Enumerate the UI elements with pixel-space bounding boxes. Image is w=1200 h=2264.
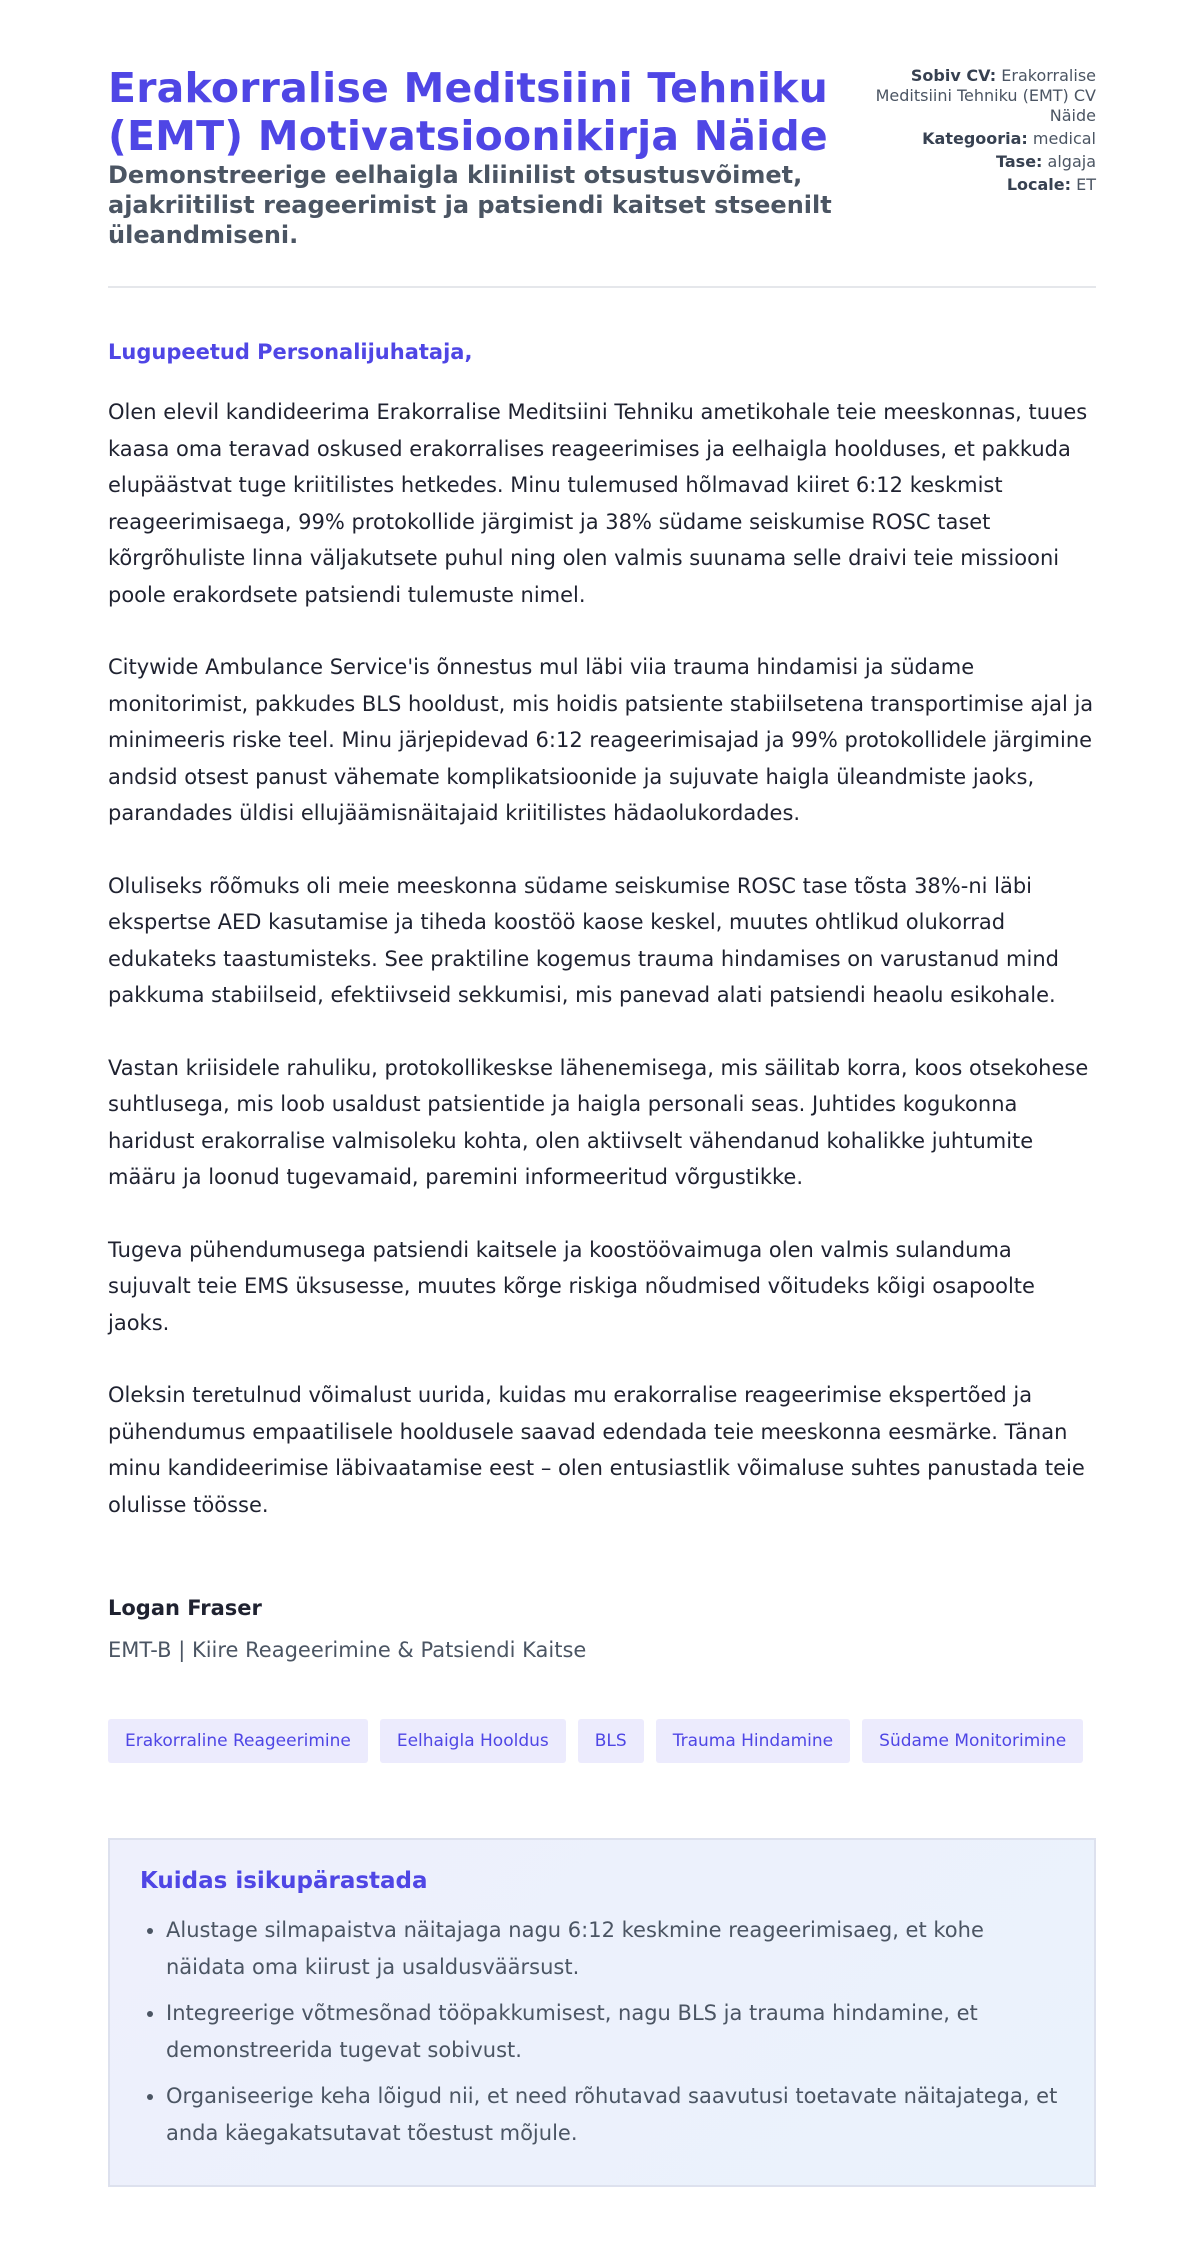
page-title: Erakorralise Meditsiini Tehniku (EMT) Motivatsioonikirja Näide (108, 64, 828, 160)
meta-level (856, 152, 1096, 172)
meta-cv-value: Erakorralise Meditsiini Tehniku (EMT) CV Näide (875, 66, 1096, 125)
letter-body (108, 338, 1096, 1523)
meta-level-value: algaja (1047, 152, 1096, 171)
skill-tag: Südame Monitorimine (862, 1719, 1083, 1763)
meta-locale-label: Locale: (1006, 175, 1072, 194)
letter-paragraph: Citywide Ambulance Service'is õnnestus mul läbi viia trauma hindamisi ja südame monitorimist, pakkudes BLS hooldust, mis hoidis patsiente stabiilsetena transportimise ajal ja minimeeris riske teel. Minu järjepidevad 6:12 reageerimisajad ja 99% protokollidele järgimine andsid otsest panust vähemate komplikatsioonide ja sujuvate haigla üleandmiste jaoks, parandades üldisi ellujäämisnäitajaid kriitilistes hädaolukordades. (108, 655, 1094, 825)
page-subtitle: Demonstreerige eelhaigla kliinilist otsustusvõimet, ajakriitilist reageerimist ja patsiendi kaitset stseenilt üleandmiseni. (108, 161, 832, 249)
meta-category-value: medical (1032, 129, 1096, 148)
skill-tag: Trauma Hindamine (656, 1719, 850, 1763)
tips-list-item: • Organiseerige keha lõigud nii, et need rõhutavad saavutusi toetavate näitajatega, et anda käegakatsutavat tõestust mõjule. (166, 2078, 1064, 2151)
letter-paragraph: Vastan kriisidele rahuliku, protokollikeskse lähenemisega, mis säilitab korra, koos otsekohese suhtlusega, mis loob usaldust patsientide ja haigla personali seas. Juhtides kogukonna haridust erakorralise valmisoleku kohta, olen aktiivselt vähendanud kohalikke juhtumite määru ja loonud tugevamaid, paremini informeeritud võrgustikke. (108, 1055, 1089, 1189)
meta-cv (856, 66, 1096, 126)
letter-greeting: Lugupeetud Personalijuhataja, (108, 340, 473, 364)
letter-paragraph: Olen elevil kandideerima Erakorralise Meditsiini Tehniku ametikohale teie meeskonnas, tuues kaasa oma teravad oskused erakorralises reageerimises ja eelhaigla hoolduses, et pakkuda elupäästvat tuge kriitilistes hetkedes. Minu tulemused hõlmavad kiiret 6:12 keskmist reageerimisaega, 99% protokollide järgimist ja 38% südame seiskumise ROSC taset kõrgrõhuliste linna väljakutsete puhul ning olen valmis suunama selle draivi teie missiooni poole erakordsete patsiendi tulemuste nimel. (108, 400, 1088, 607)
tips-list-item: • Integreerige võtmesõnad tööpakkumisest, nagu BLS ja trauma hindamine, et demonstreerida tugevat sobivust. (166, 1995, 1064, 2068)
tips-list (140, 1912, 1064, 2151)
tips-list-item: • Alustage silmapaistva näitajaga nagu 6:12 keskmine reageerimisaeg, et kohe näidata oma kiirust ja usaldusväärsust. (166, 1912, 1064, 1985)
metadata-panel (856, 66, 1096, 198)
letter-paragraph: Oleksin teretulnud võimalust uurida, kuidas mu erakorralise reageerimise ekspertõed ja pühendumus empaatilisele hooldusele saavad edendada teie meeskonna eesmärke. Tänan minu kandideerimise läbivaatamise eest – olen entusiastlik võimaluse suhtes panustada teie olulisse töösse. (108, 1383, 1085, 1517)
letter-paragraph: Oluliseks rõõmuks oli meie meeskonna südame seiskumise ROSC tase tõsta 38%-ni läbi ekspertse AED kasutamise ja tiheda koostöö kaose keskel, muutes ohtlikud olukorrad edukateks taastumisteks. See praktiline kogemus trauma hindamises on varustanud mind pakkuma stabiilseid, efektiivseid sekkumisi, mis panevad alati patsiendi heaolu esikohale. (108, 873, 1059, 1007)
signature-block (108, 1593, 1096, 1665)
tips-title: Kuidas isikupärastada (140, 1868, 428, 1894)
skill-tags (108, 1719, 1096, 1763)
skill-tag: Eelhaigla Hooldus (380, 1719, 566, 1763)
signature-title: EMT-B | Kiire Reageerimine & Patsiendi Kaitse (108, 1638, 587, 1662)
meta-level-label: Tase: (996, 152, 1043, 171)
skill-tag: Erakorraline Reageerimine (108, 1719, 368, 1763)
meta-locale-value: ET (1076, 175, 1096, 194)
meta-locale (856, 175, 1096, 195)
meta-category (856, 129, 1096, 149)
signature-name: Logan Fraser (108, 1596, 262, 1620)
document-content (108, 64, 1096, 2187)
meta-cv-label: Sobiv CV: (910, 66, 997, 85)
document-header (108, 64, 1096, 288)
skill-tag: BLS (578, 1719, 644, 1763)
letter-paragraph: Tugeva pühendumusega patsiendi kaitsele ja koostöövaimuga olen valmis sulanduma sujuvalt teie EMS üksusesse, muutes kõrge riskiga nõudmised võitudeks kõigi osapoolte jaoks. (108, 1237, 1035, 1335)
meta-category-label: Kategooria: (922, 129, 1028, 148)
personalization-tips-box (108, 1838, 1096, 2187)
